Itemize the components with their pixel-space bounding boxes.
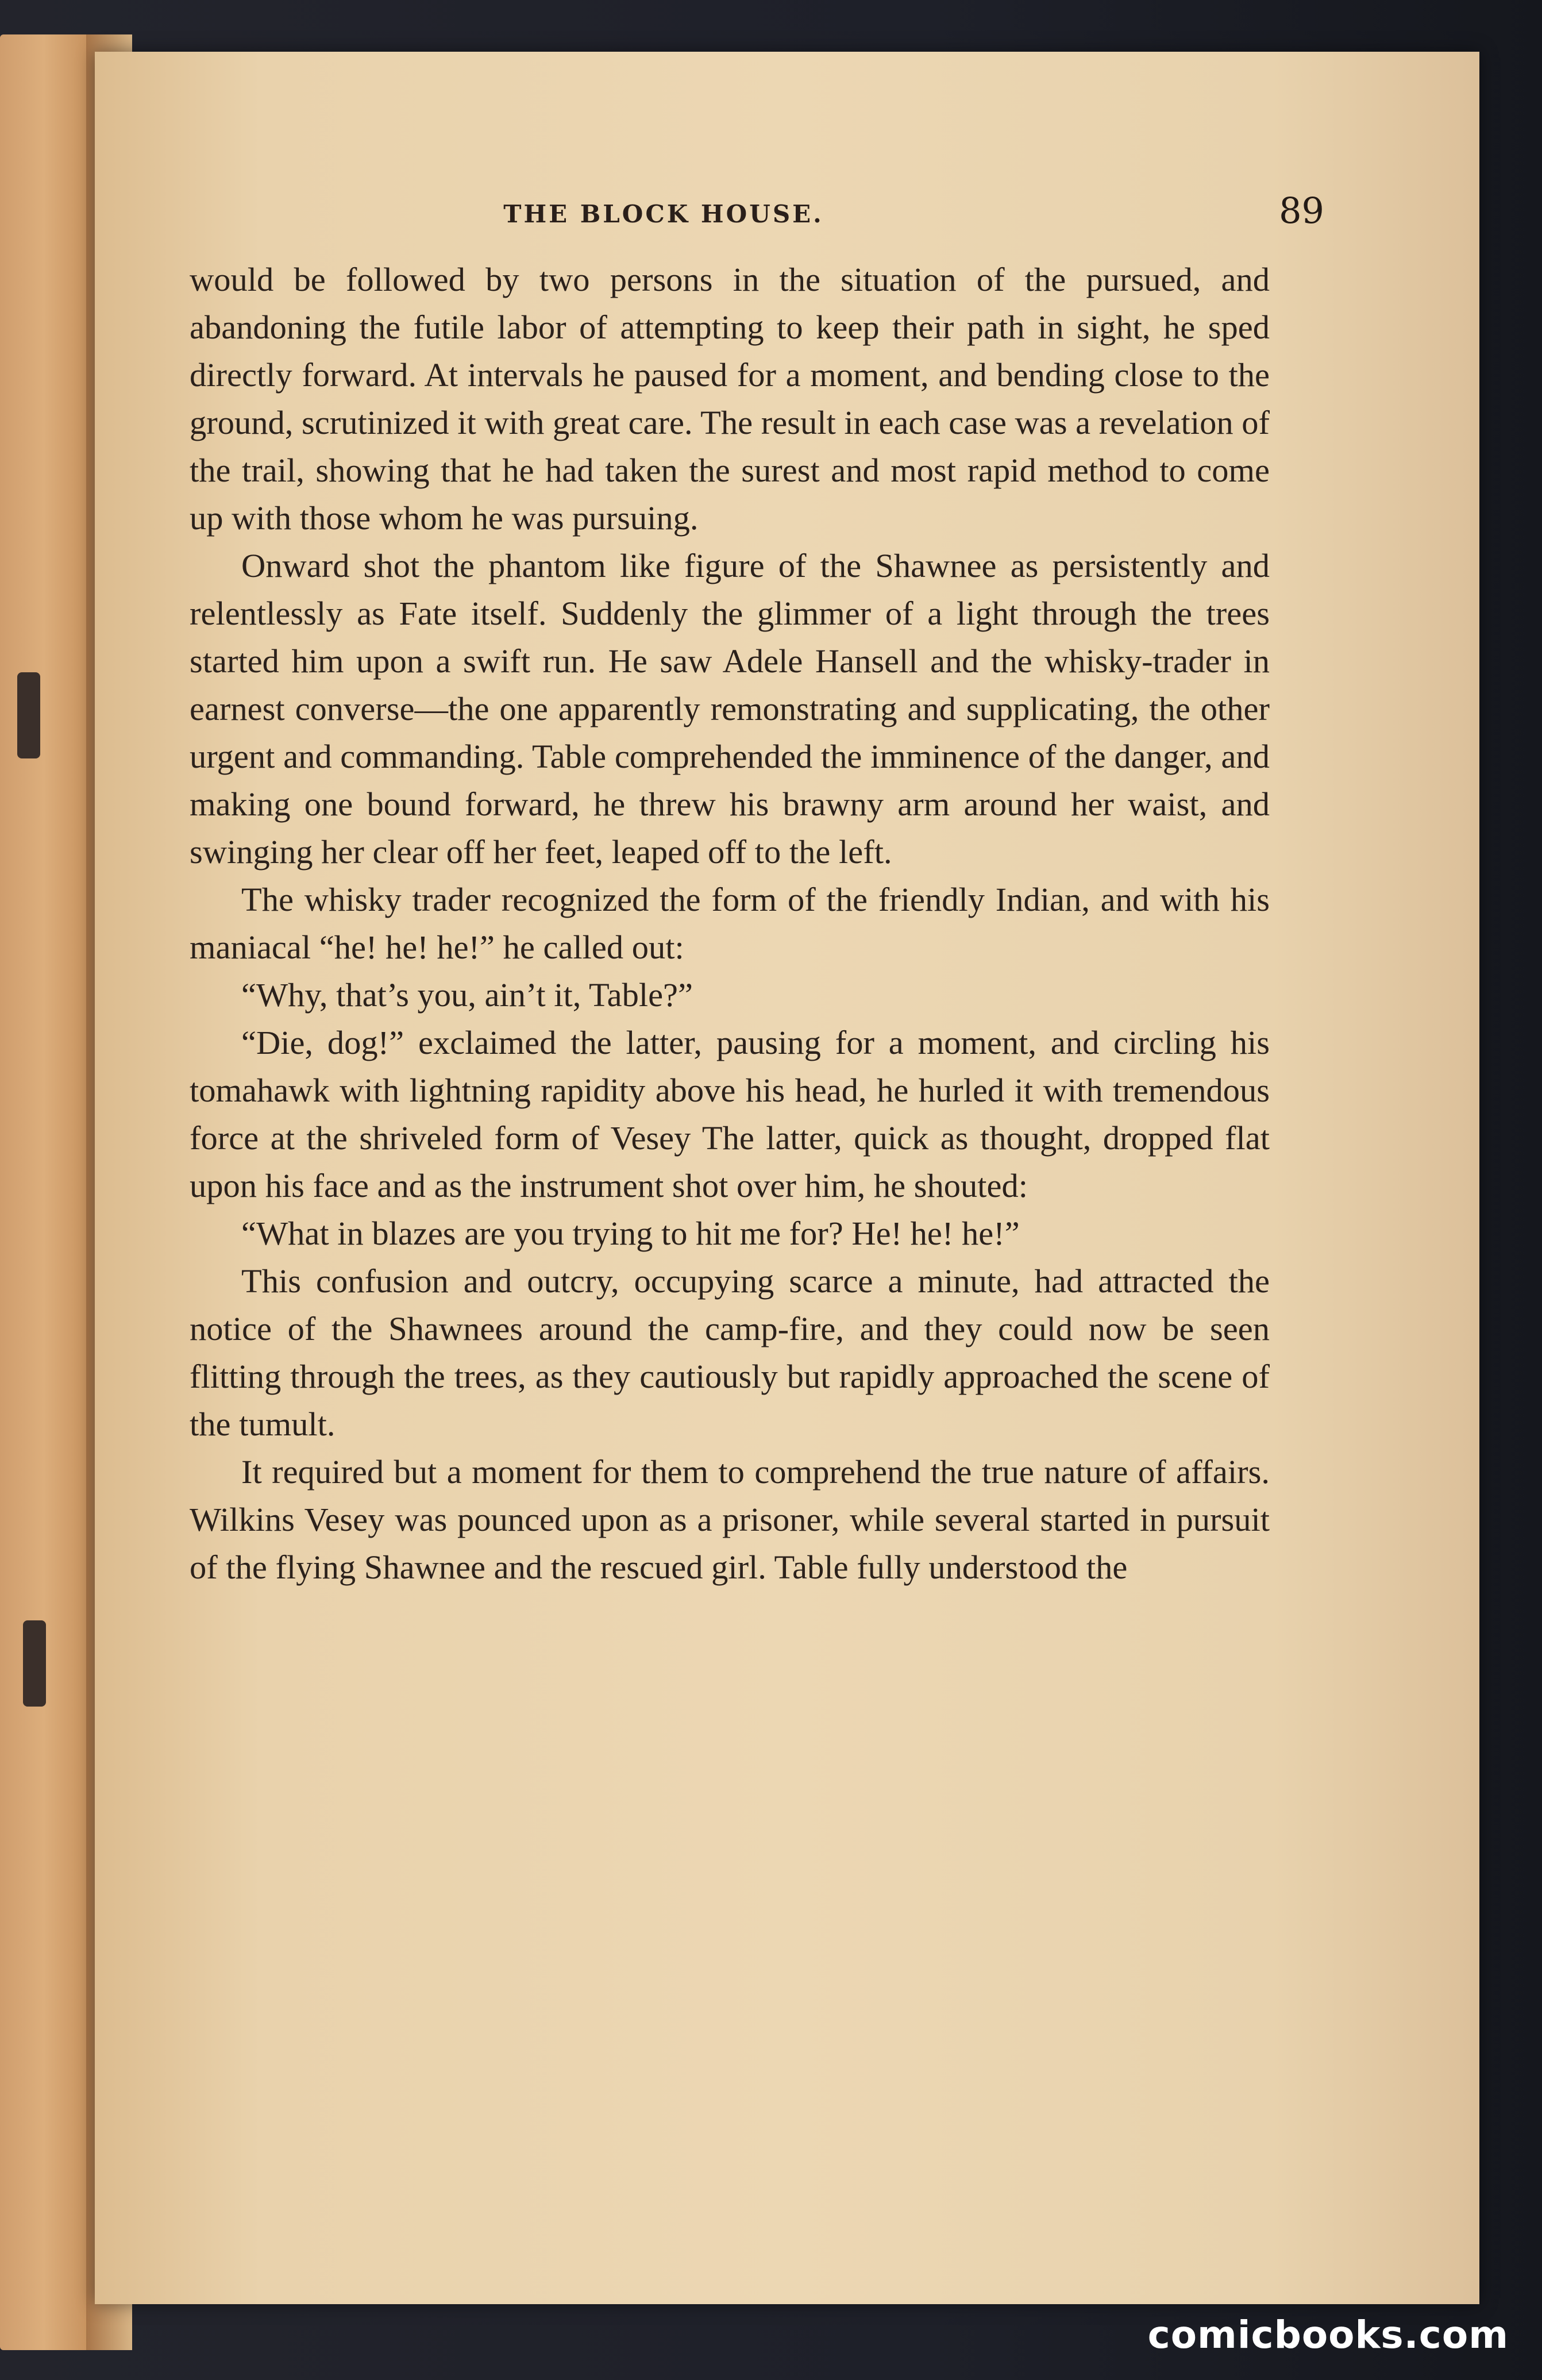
- paragraph: would be followed by two persons in the situation of the pursued, and abandoning the futile labor of attempting to keep their path in sight, he sped directly forward. At intervals he paused for a moment, and bending close to the ground, scrutinized it with great care. The result in each case was a revelation of the trail, showing that he had taken the surest and most rapid method to come up with those whom he was pursuing.: [190, 261, 1270, 537]
- binding-thread: [23, 1620, 46, 1707]
- site-watermark: comicbooks.com: [1147, 2313, 1509, 2357]
- page-number: 89: [1279, 190, 1324, 232]
- paragraph: “What in blazes are you trying to hit me for? He! he! he!”: [241, 1215, 1020, 1252]
- binding-thread: [17, 672, 40, 758]
- running-title: THE BLOCK HOUSE.: [503, 200, 824, 228]
- paragraph: Onward shot the phantom like figure of the Shawnee as persistently and relentlessly as Fate itself. Suddenly the glimmer of a light through the trees started him upon a swift run. He saw Adele Hansell and the whisky-trader in earnest converse—the one apparently remonstrating and supplicating, the other urgent and commanding. Table comprehended the imminence of the danger, and making one bound forward, he threw his brawny arm around her waist, and swinging her clear off her feet, leaped off to the left.: [190, 547, 1270, 871]
- paragraph: “Die, dog!” exclaimed the latter, pausing for a moment, and circling his tomahawk with lightning rapidity above his head, he hurled it with tremendous force at the shriveled form of Vesey The latter, quick as thought, dropped flat upon his face and as the instrument shot over him, he shouted:: [190, 1024, 1270, 1204]
- paragraph: It required but a moment for them to comprehend the true nature of affairs. Wilkins Vesey was pounced upon as a prisoner, while several started in pursuit of the flying Shawnee and the rescued girl. Table fully understood the: [190, 1453, 1270, 1586]
- paragraph: The whisky trader recognized the form of the friendly Indian, and with his maniacal “he! he! he!” he called out:: [190, 881, 1270, 966]
- paragraph: This confusion and outcry, occupying scarce a minute, had attracted the notice of the Shawnees around the camp-fire, and they could now be seen flitting through the trees, as they cautiously but rapidly approached the scene of the tumult.: [190, 1262, 1270, 1443]
- body-text: [190, 256, 1270, 1591]
- running-header: [95, 190, 1370, 247]
- paragraph: “Why, that’s you, ain’t it, Table?”: [241, 976, 693, 1014]
